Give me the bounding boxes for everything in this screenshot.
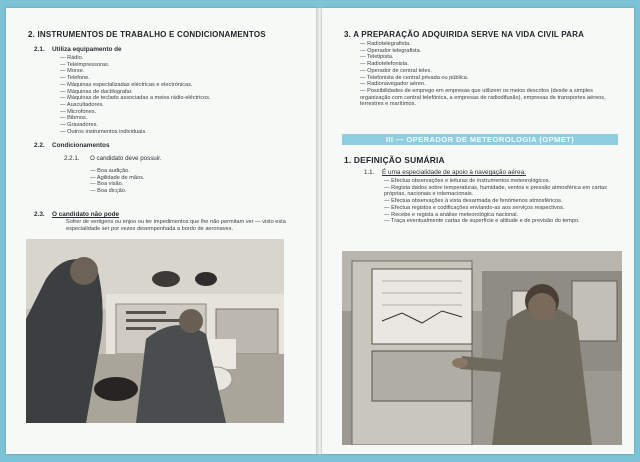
left-page bbox=[6, 8, 318, 454]
section-1-1-number: 1.1. bbox=[364, 169, 375, 176]
section-2-1-number: 2.1. bbox=[34, 46, 45, 53]
duty-item: — Regista dados sobre temperaturas, humidade, ventos e pressão atmosférica em cartas próprias, nacionais e internacionais. bbox=[384, 185, 618, 198]
meteorology-operator-photo bbox=[342, 251, 622, 445]
equipment-item: — Telefone. bbox=[60, 75, 300, 82]
section-2-title: 2. INSTRUMENTOS DE TRABALHO E CONDICIONAMENTOS bbox=[28, 30, 266, 39]
duty-item: — Recebe e regista a análise meteorológica nacional. bbox=[384, 212, 618, 219]
civil-job-item: — Radiotelefonista. bbox=[360, 61, 616, 68]
requirements-list bbox=[90, 168, 240, 195]
section-3-title: 3. A PREPARAÇÃO ADQUIRIDA SERVE NA VIDA CIVIL PARA bbox=[344, 30, 585, 39]
opmet-section-bar: III — OPERADOR DE METEOROLOGIA (OPMET) bbox=[342, 134, 618, 145]
equipment-item: — Microfones. bbox=[60, 109, 300, 116]
duty-item: — Efectua registos e codificações enviando-as aos serviços respectivos. bbox=[384, 205, 618, 212]
equipment-item: — Máquinas de dactilografar. bbox=[60, 89, 300, 96]
equipment-list bbox=[60, 55, 300, 135]
section-2-2-1-number: 2.2.1. bbox=[64, 155, 80, 162]
section-2-3-title: O candidato não pode bbox=[52, 211, 120, 218]
equipment-item: — Máquinas de teclado associadas a meios rádio-eléctricos. bbox=[60, 95, 300, 102]
equipment-item: — Morse. bbox=[60, 68, 300, 75]
right-page bbox=[322, 8, 634, 454]
civil-job-item: — Teletipista. bbox=[360, 54, 616, 61]
section-2-2-title: Condicionamentos bbox=[52, 142, 110, 149]
equipment-item: — Máquinas especializadas eléctricas e electrónicas. bbox=[60, 82, 300, 89]
duty-item: — Traça eventualmente cartas de superfície e altitude e de previsão do tempo. bbox=[384, 218, 618, 225]
equipment-item: — Rádio. bbox=[60, 55, 300, 62]
section-1-title: 1. DEFINIÇÃO SUMÁRIA bbox=[344, 155, 445, 165]
duty-item: — Efectua observações à vista desarmada de fenómenos atmosféricos. bbox=[384, 198, 618, 205]
civil-job-item: — Radiotelegrafista. bbox=[360, 41, 616, 48]
section-2-1-title: Utiliza equipamento de bbox=[52, 46, 122, 53]
civil-job-item: — Operador telegrafista. bbox=[360, 48, 616, 55]
section-1-1-title: É uma especialidade de apoio à navegação aérea. bbox=[382, 169, 526, 176]
equipment-item: — Teleimpressoras. bbox=[60, 62, 300, 69]
requirement-item: — Boa audição. bbox=[90, 168, 240, 175]
equipment-item: — Auscultadores. bbox=[60, 102, 300, 109]
section-2-2-1-text: O candidato deve possuir. bbox=[90, 155, 162, 162]
duty-item: — Efectua observações e leituras de instrumentos meteorológicos. bbox=[384, 178, 618, 185]
requirement-item: — Agilidade de mãos. bbox=[90, 175, 240, 182]
civil-job-item: — Telefonista de central privada ou pública. bbox=[360, 75, 616, 82]
section-2-3-number: 2.3. bbox=[34, 211, 45, 218]
civil-jobs-list bbox=[360, 41, 616, 108]
section-2-3-text: Sofrer de vertigens ou enjoo ou ter impedimentos que lhe não permitam ver — visto esta especialidade ser por vezes desempenhada a bordo de aeronaves. bbox=[66, 219, 286, 232]
civil-job-item: — Radionavegador aéreo. bbox=[360, 81, 616, 88]
radio-operators-photo bbox=[26, 239, 284, 423]
requirement-item: — Boa dicção. bbox=[90, 188, 240, 195]
civil-job-item: — Possibilidades de emprego em empresas que utilizem os meios descritos (desde a simples organização com central telefónica, a empresas de radiodifusão), empresas de transportes aéreos, terrestres e marítimos. bbox=[360, 88, 616, 108]
section-2-2-number: 2.2. bbox=[34, 142, 45, 149]
equipment-item: — Outros instrumentos individuais. bbox=[60, 129, 300, 136]
equipment-item: — Gravadores. bbox=[60, 122, 300, 129]
civil-job-item: — Operador de central telex. bbox=[360, 68, 616, 75]
duties-list bbox=[384, 178, 618, 225]
equipment-item: — Bibmos. bbox=[60, 115, 300, 122]
requirement-item: — Boa visão. bbox=[90, 181, 240, 188]
